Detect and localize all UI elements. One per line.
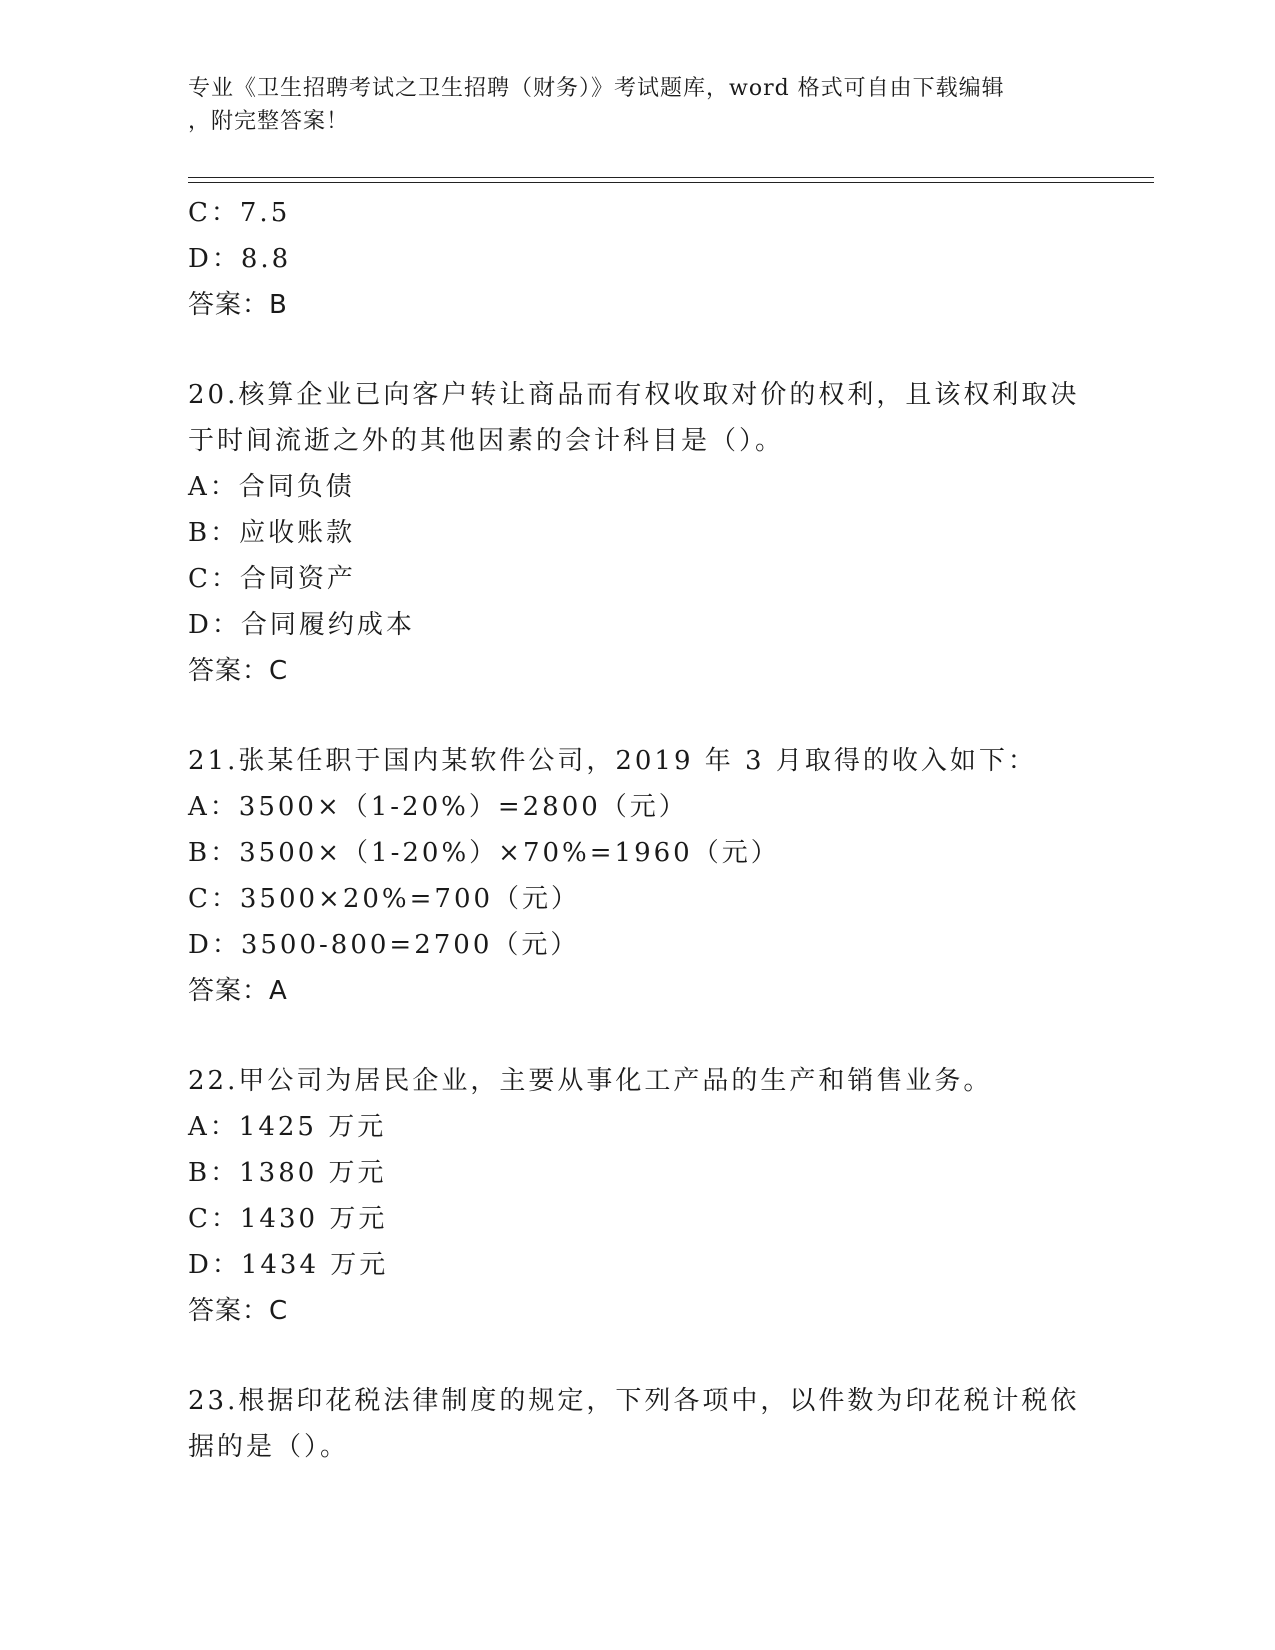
question-23: [188, 1378, 1088, 1470]
answer-line: 答案：C: [188, 1296, 289, 1326]
header-line-1: 专业《卫生招聘考试之卫生招聘（财务）》考试题库，word 格式可自由下载编辑: [188, 76, 1005, 101]
answer-line: 答案：A: [188, 976, 288, 1006]
answer-line: 答案：C: [188, 656, 289, 686]
previous-question-fragment: [188, 190, 1088, 328]
document-body: [188, 190, 1088, 1470]
option-d: D：1434 万元: [188, 1250, 389, 1280]
option-a: A：1425 万元: [188, 1112, 387, 1142]
answer-line: 答案：B: [188, 290, 288, 320]
question-text-line: 据的是（）。: [188, 1432, 350, 1462]
question-text-line: 21.张某任职于国内某软件公司，2019 年 3 月取得的收入如下：: [188, 746, 1037, 776]
option-b: B：应收账款: [188, 518, 356, 548]
option-d: D：合同履约成本: [188, 610, 415, 640]
document-header: [188, 72, 1088, 138]
header-line-2: ，附完整答案！: [188, 109, 350, 134]
option-d: D：8.8: [188, 244, 292, 274]
question-text-line: 22.甲公司为居民企业，主要从事化工产品的生产和销售业务。: [188, 1066, 993, 1096]
option-a: A：3500×（1-20%）=2800（元）: [188, 792, 688, 822]
option-c: C：合同资产: [188, 564, 356, 594]
question-text-line: 20.核算企业已向客户转让商品而有权收取对价的权利，且该权利取决: [188, 380, 1080, 410]
header-divider-bottom: [188, 182, 1154, 183]
option-c: C：1430 万元: [188, 1204, 388, 1234]
option-b: B：1380 万元: [188, 1158, 387, 1188]
option-d: D：3500-800=2700（元）: [188, 930, 580, 960]
option-c: C：3500×20%=700（元）: [188, 884, 581, 914]
question-22: [188, 1058, 1088, 1334]
header-divider-top: [188, 177, 1154, 178]
option-c: C：7.5: [188, 198, 291, 228]
question-21: [188, 738, 1088, 1014]
option-a: A：合同负债: [188, 472, 355, 502]
question-text-line: 于时间流逝之外的其他因素的会计科目是（）。: [188, 426, 785, 456]
question-text-line: 23.根据印花税法律制度的规定，下列各项中，以件数为印花税计税依: [188, 1386, 1080, 1416]
option-b: B：3500×（1-20%）×70%=1960（元）: [188, 838, 780, 868]
question-20: [188, 372, 1088, 694]
